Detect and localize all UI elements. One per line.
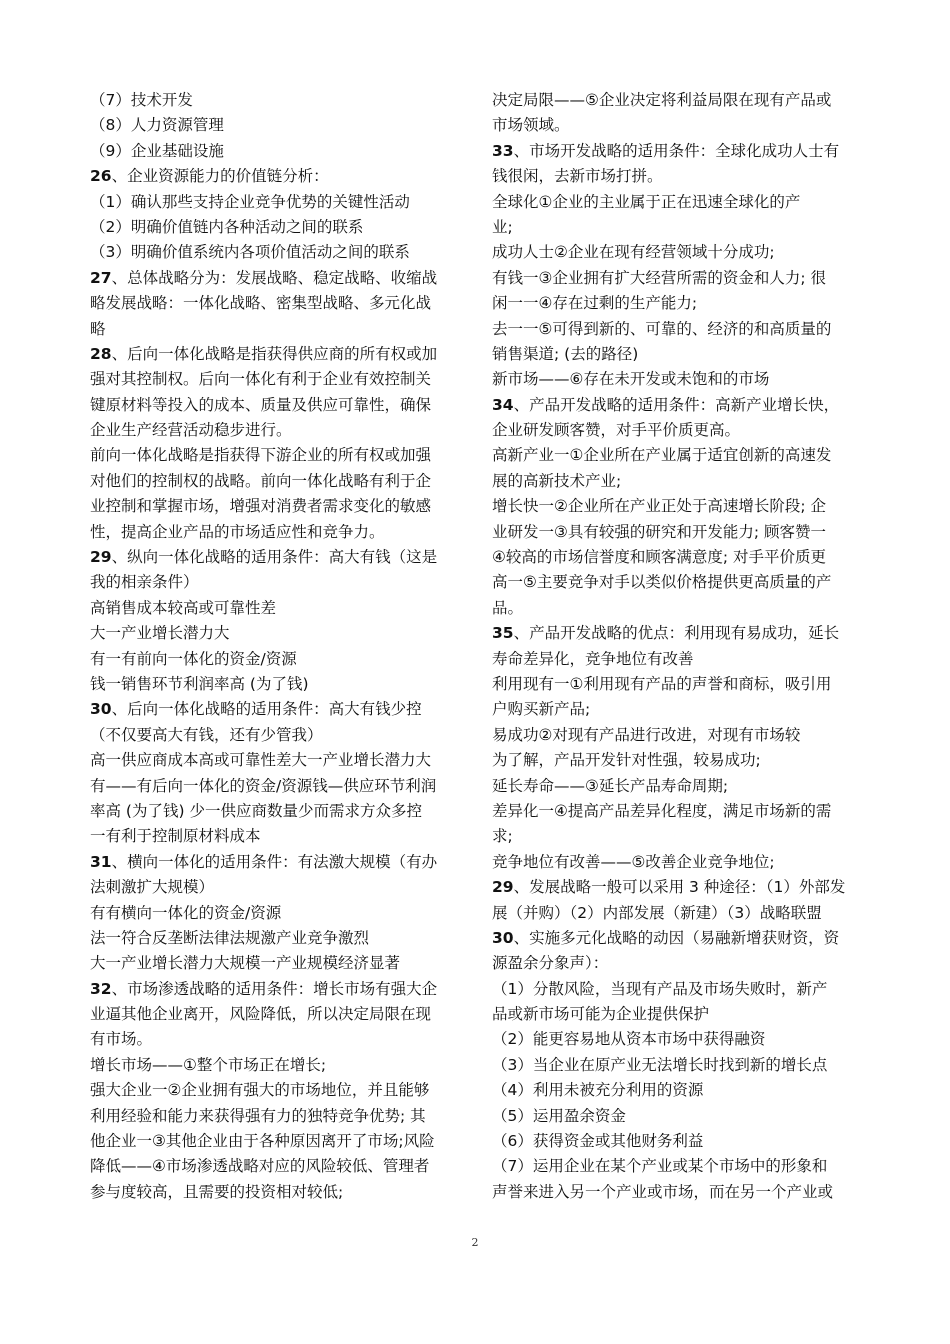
line-text: 大一产业增长潜力大规模一产业规模经济显著 <box>90 954 401 973</box>
text-line <box>492 190 872 215</box>
line-text: （2）明确价值链内各种活动之间的联系 <box>90 217 364 236</box>
line-text: 、市场渗透战略的适用条件：增长市场有强大企 <box>111 979 438 998</box>
line-text: 寿命差异化，竞争地位有改善 <box>492 649 694 668</box>
line-text: 性，提高企业产品的市场适应性和竞争力。 <box>90 522 385 541</box>
text-line <box>492 1129 872 1154</box>
line-text: 略发展战略：一体化战略、密集型战略、多元化战 <box>90 294 432 313</box>
line-text: 去一一⑤可得到新的、可靠的、经济的和高质量的 <box>492 319 832 338</box>
line-text: 他企业一③其他企业由于各种原因离开了市场;风险 <box>90 1132 435 1151</box>
line-text: 强大企业一②企业拥有强大的市场地位，并且能够 <box>90 1081 430 1100</box>
text-line <box>492 393 872 418</box>
text-line <box>90 164 472 189</box>
text-line <box>492 1078 872 1103</box>
text-line <box>492 88 872 113</box>
text-line <box>90 139 472 164</box>
line-text: （3）明确价值系统内各项价值活动之间的联系 <box>90 243 410 262</box>
line-text: 高销售成本较高或可靠性差 <box>90 598 277 617</box>
line-text: 高新产业一①企业所在产业属于适宜创新的高速发 <box>492 446 832 465</box>
text-line <box>492 723 872 748</box>
line-text: 市场领域。 <box>492 116 570 135</box>
item-number: 29 <box>90 548 112 567</box>
line-text: 大一产业增长潜力大 <box>90 624 230 643</box>
line-text: 钱一销售环节利润率高 (为了钱) <box>90 674 309 693</box>
text-line <box>492 139 872 164</box>
text-line <box>492 164 872 189</box>
text-line <box>90 774 472 799</box>
text-line <box>492 799 872 824</box>
text-line <box>90 1078 472 1103</box>
line-text: （6）获得资金或其他财务利益 <box>492 1132 704 1151</box>
text-line <box>492 901 872 926</box>
line-text: 决定局限——⑤企业决定将利益局限在现有产品或 <box>492 91 832 109</box>
line-text: 为了解，产品开发针对性强，较易成功; <box>492 751 761 770</box>
line-text: 、产品开发战略的适用条件：高新产业增长快， <box>513 395 840 414</box>
text-line <box>492 596 872 621</box>
line-text: 、市场开发战略的适用条件：全球化成功人士有 <box>513 141 840 160</box>
text-line <box>492 774 872 799</box>
line-text: 强对其控制权。后向一体化有利于企业有效控制关 <box>90 370 432 389</box>
text-line <box>90 951 472 976</box>
text-line <box>492 520 872 545</box>
line-text: （不仅要高大有钱，还有少管我） <box>90 725 323 744</box>
line-text: 前向一体化战略是指获得下游企业的所有权或加强 <box>90 446 432 465</box>
text-line <box>492 570 872 595</box>
line-text: 成功人士②企业在现有经营领域十分成功; <box>492 243 775 262</box>
line-text: 、后向一体化战略的适用条件：高大有钱少控 <box>111 700 422 719</box>
text-line <box>90 469 472 494</box>
text-line <box>90 240 472 265</box>
line-text: 业; <box>492 217 513 236</box>
line-text: ④较高的市场信誉度和顾客满意度; 对手平价质更 <box>492 548 827 567</box>
text-line <box>90 748 472 773</box>
left-column <box>90 88 472 1205</box>
line-text: 一有利于控制原材料成本 <box>90 827 261 846</box>
line-text: 我的相亲条件） <box>90 573 199 592</box>
line-text: （1）分散风险，当现有产品及市场失败时，新产 <box>492 979 828 998</box>
text-line <box>90 901 472 926</box>
text-line <box>90 799 472 824</box>
text-line <box>90 697 472 722</box>
line-text: 企业研发顾客赞，对手平价质更高。 <box>492 421 741 440</box>
item-number: 29 <box>492 878 514 897</box>
line-text: （9）企业基础设施 <box>90 141 224 160</box>
text-line <box>492 977 872 1002</box>
text-line <box>90 1002 472 1027</box>
line-text: （1）确认那些支持企业竞争优势的关键性活动 <box>90 192 410 211</box>
line-text: 、产品开发战略的优点：利用现有易成功，延长 <box>513 624 840 643</box>
right-column <box>492 88 872 1205</box>
text-line <box>492 317 872 342</box>
text-line <box>90 215 472 240</box>
line-text: 展（并购）（2）内部发展（新建）（3）战略联盟 <box>492 903 822 922</box>
text-line <box>90 88 472 113</box>
text-line <box>90 875 472 900</box>
text-line <box>492 113 872 138</box>
line-text: 利用经验和能力来获得强有力的独特竞争优势; 其 <box>90 1106 426 1125</box>
text-line <box>492 1002 872 1027</box>
line-text: 键原材料等投入的成本、质量及供应可靠性，确保 <box>90 395 432 414</box>
line-text: （4）利用未被充分利用的资源 <box>492 1081 704 1100</box>
line-text: （2）能更容易地从资本市场中获得融资 <box>492 1030 766 1049</box>
text-line <box>90 1053 472 1078</box>
line-text: 、企业资源能力的价值链分析： <box>111 167 329 186</box>
text-line <box>90 520 472 545</box>
item-number: 30 <box>90 700 112 719</box>
item-number: 32 <box>90 979 112 998</box>
text-line <box>492 850 872 875</box>
line-text: 有钱一③企业拥有扩大经营所需的资金和人力; 很 <box>492 268 827 287</box>
text-line <box>90 977 472 1002</box>
line-text: 增长快一②企业所在产业正处于高速增长阶段; 企 <box>492 497 827 516</box>
text-line <box>492 240 872 265</box>
line-text: 、实施多元化战略的动因（易融新增获财资，资 <box>513 928 840 947</box>
line-text: 参与度较高，且需要的投资相对较低; <box>90 1182 344 1201</box>
text-line <box>492 647 872 672</box>
text-line <box>90 1180 472 1205</box>
text-line <box>492 621 872 646</box>
text-line <box>492 291 872 316</box>
text-line <box>90 850 472 875</box>
text-line <box>90 190 472 215</box>
line-text: 销售渠道; (去的路径) <box>492 344 639 363</box>
text-line <box>90 570 472 595</box>
text-line <box>492 545 872 570</box>
text-line <box>492 215 872 240</box>
line-text: 高一⑤主要竞争对手以类似价格提供更高质量的产 <box>492 573 832 592</box>
line-text: （5）运用盈余资金 <box>492 1106 626 1125</box>
text-line <box>90 545 472 570</box>
line-text: （7）运用企业在某个产业或某个市场中的形象和 <box>492 1157 828 1176</box>
text-line <box>90 824 472 849</box>
line-text: 竞争地位有改善——⑤改善企业竞争地位; <box>492 852 775 871</box>
item-number: 35 <box>492 624 514 643</box>
text-line <box>492 951 872 976</box>
line-text: 闲一一④存在过剩的生产能力; <box>492 294 698 313</box>
text-line <box>492 443 872 468</box>
text-line <box>90 926 472 951</box>
item-number: 30 <box>492 928 514 947</box>
text-line <box>90 443 472 468</box>
line-text: （7）技术开发 <box>90 91 193 109</box>
line-text: 品或新市场可能为企业提供保护 <box>492 1005 710 1024</box>
text-line <box>492 494 872 519</box>
item-number: 31 <box>90 852 112 871</box>
line-text: 户购买新产品; <box>492 700 591 719</box>
text-line <box>90 1154 472 1179</box>
text-line <box>492 1180 872 1205</box>
text-line <box>492 672 872 697</box>
line-text: 、横向一体化的适用条件：有法激大规模（有办 <box>111 852 438 871</box>
text-line <box>492 824 872 849</box>
line-text: 业研发一③具有较强的研究和开发能力; 顾客赞一 <box>492 522 827 541</box>
line-text: 、后向一体化战略是指获得供应商的所有权或加 <box>111 344 438 363</box>
line-text: 延长寿命——③延长产品寿命周期; <box>492 776 729 795</box>
text-line <box>492 1104 872 1129</box>
line-text: 有——有后向一体化的资金/资源钱—供应环节利润 <box>90 776 437 795</box>
line-text: 有市场。 <box>90 1030 153 1049</box>
line-text: 差异化一④提高产品差异化程度，满足市场新的需 <box>492 801 832 820</box>
item-number: 27 <box>90 268 112 287</box>
line-text: 略 <box>90 319 106 338</box>
text-line <box>90 367 472 392</box>
text-line <box>90 1027 472 1052</box>
text-line <box>492 875 872 900</box>
line-text: （3）当企业在原产业无法增长时找到新的增长点 <box>492 1055 828 1074</box>
text-line <box>492 1053 872 1078</box>
text-line <box>492 926 872 951</box>
line-text: 品。 <box>492 598 524 617</box>
line-text: 降低——④市场渗透战略对应的风险较低、管理者 <box>90 1157 430 1176</box>
text-line <box>492 1027 872 1052</box>
text-line <box>90 1104 472 1129</box>
item-number: 28 <box>90 344 112 363</box>
page-number: 2 <box>471 1236 479 1249</box>
line-text: 利用现有一①利用现有产品的声誉和商标，吸引用 <box>492 674 832 693</box>
text-line <box>90 266 472 291</box>
text-line <box>90 1129 472 1154</box>
line-text: 求; <box>492 827 513 846</box>
line-text: 新市场——⑥存在未开发或未饱和的市场 <box>492 370 770 389</box>
line-text: 有一有前向一体化的资金/资源 <box>90 649 297 668</box>
text-line <box>90 291 472 316</box>
text-line <box>90 317 472 342</box>
line-text: 源盈余分象声）： <box>492 954 609 973</box>
line-text: 企业生产经营活动稳步进行。 <box>90 421 292 440</box>
line-text: 易成功②对现有产品进行改进，对现有市场较 <box>492 725 801 744</box>
text-line <box>90 418 472 443</box>
text-line <box>90 621 472 646</box>
line-text: 业逼其他企业离开，风险降低，所以决定局限在现 <box>90 1005 432 1024</box>
line-text: 、发展战略一般可以采用 3 种途径：（1）外部发 <box>513 878 846 897</box>
line-text: 展的高新技术产业; <box>492 471 622 490</box>
item-number: 34 <box>492 395 514 414</box>
line-text: 、总体战略分为：发展战略、稳定战略、收缩战 <box>111 268 438 287</box>
text-line <box>492 748 872 773</box>
text-line <box>90 113 472 138</box>
text-line <box>90 494 472 519</box>
text-line <box>90 596 472 621</box>
item-number: 33 <box>492 141 514 160</box>
text-line <box>492 367 872 392</box>
text-line <box>492 697 872 722</box>
line-text: （8）人力资源管理 <box>90 116 224 135</box>
text-line <box>492 418 872 443</box>
line-text: 、纵向一体化战略的适用条件：高大有钱（这是 <box>111 548 438 567</box>
text-line <box>492 342 872 367</box>
line-text: 业控制和掌握市场，增强对消费者需求变化的敏感 <box>90 497 432 516</box>
text-line <box>90 393 472 418</box>
item-number: 26 <box>90 167 112 186</box>
line-text: 高一供应商成本高或可靠性差大一产业增长潜力大 <box>90 751 432 770</box>
line-text: 对他们的控制权的战略。前向一体化战略有利于企 <box>90 471 432 490</box>
text-line <box>492 266 872 291</box>
text-line <box>492 469 872 494</box>
text-line <box>492 1154 872 1179</box>
line-text: 法一符合反垄断法律法规激产业竞争激烈 <box>90 928 370 947</box>
line-text: 率高 (为了钱) 少一供应商数量少而需求方众多控 <box>90 801 422 820</box>
line-text: 钱很闲，去新市场打拼。 <box>492 167 663 186</box>
line-text: 法刺激扩大规模） <box>90 878 215 897</box>
text-line <box>90 342 472 367</box>
line-text: 增长市场——①整个市场正在增长; <box>90 1055 327 1074</box>
line-text: 声誉来进入另一个产业或市场，而在另一个产业或 <box>492 1182 834 1201</box>
text-line <box>90 723 472 748</box>
line-text: 有有横向一体化的资金/资源 <box>90 903 282 922</box>
line-text: 全球化①企业的主业属于正在迅速全球化的产 <box>492 192 801 211</box>
text-line <box>90 647 472 672</box>
text-line <box>90 672 472 697</box>
